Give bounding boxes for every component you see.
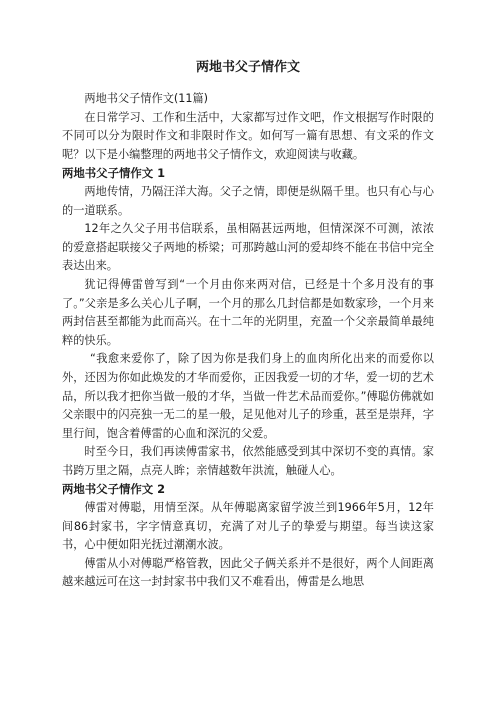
intro-paragraph: 在日常学习、工作和生活中，大家都写过作文吧，作文根据写作时限的不同可以分为限时作文和非限时作文。如何写一篇有思想、有文采的作文呢？以下是小编整理的两地书父子情作文，欢迎阅读与收藏。 [62,110,434,161]
section-2-paragraph: 傅雷对傅聪，用情至深。从年傅聪离家留学波兰到1966年5月，12年间86封家书，字字情意真切，充满了对儿子的挚爱与期望。每当读这家书，心中便如阳光抚过潮潮水波。 [62,501,434,552]
section-1-quote-paragraph: “我愈来爱你了，除了因为你是我们身上的血肉所化出来的而爱你以外，还因为你如此焕发的才华而爱你，正因我爱一切的才华，爱一切的艺术品，所以我才把你当做一般的才华，当做一件艺术品而爱你。”傅聪仿佛就如父亲眼中的闪亮独一无二的星一般，足见他对儿子的珍重，甚至是崇拜，字里行间，饱含着傅雷的心血和深沉的父爱。 [62,352,434,440]
section-1-paragraph: 犹记得傅雷曾写到“一个月由你来两对信，已经是十个多月没有的事了。”父亲是多么关心儿子啊，一个月的那么几封信都是如数家珍，一个月来两封信甚至都能为此而高兴。在十二年的光阴里，充盈一个父亲最简单最纯粹的快乐。 [62,277,434,347]
document-title: 两地书父子情作文 [195,60,300,75]
section-1-paragraph: 两地传情，乃隔汪洋大海。父子之情，即便是纵隔千里。也只有心与心的一道联系。 [62,184,434,217]
intro-subtitle: 两地书父子情作文(11篇) [84,92,209,105]
section-heading-2: 两地书父子情作文 2 [62,482,166,497]
document-page [62,60,434,592]
section-2-paragraph: 傅雷从小对傅聪严格管教，因此父子俩关系并不是很好，两个人间距离越来越远可在这一封封家书中我们又不难看出，傅雷是么地思 [62,556,434,589]
section-heading-1: 两地书父子情作文 1 [62,166,166,181]
section-1-paragraph: 时至今日，我们再读傅雷家书，依然能感受到其中深切不变的真情。家书跨万里之隔，点亮人眸；亲情越数年洪流，触碰人心。 [62,445,434,477]
section-1-paragraph: 12年之久父子用书信联系，虽相隔甚远两地，但情深深不可测，浓浓的爱意搭起联接父子两地的桥梁；可那跨越山河的爱却终不能在书信中完全表达出来。 [62,222,434,273]
